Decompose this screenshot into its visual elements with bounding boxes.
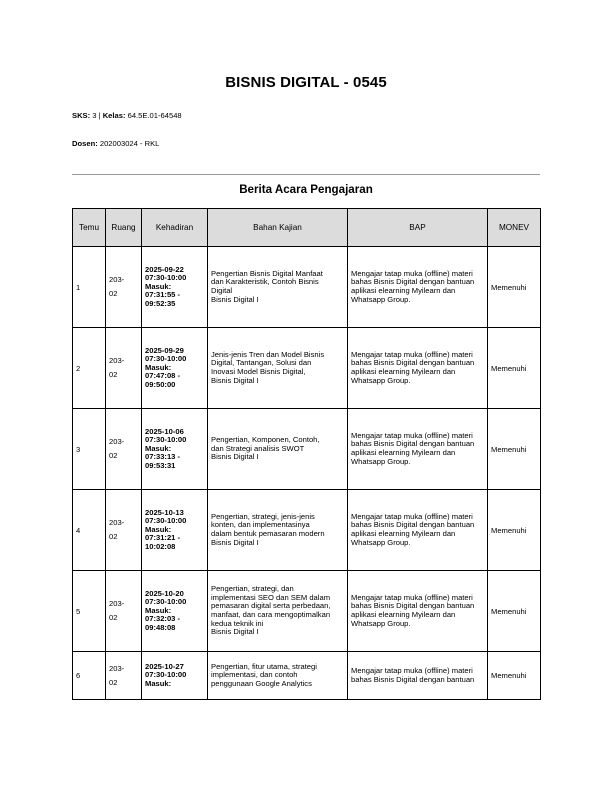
cell-monev: Memenuhi [488, 490, 541, 571]
cell-bahan-kajian: Pengertian, Komponen, Contoh, dan Strategi analisis SWOT Bisnis Digital I [208, 409, 348, 490]
cell-temu: 1 [73, 247, 106, 328]
cell-bahan-kajian: Pengertian, fitur utama, strategi implementasi, dan contoh penggunaan Google Analytics [208, 652, 348, 700]
cell-temu: 2 [73, 328, 106, 409]
cell-bahan-kajian: Pengertian, strategi, dan implementasi SEO dan SEM dalam pemasaran digital serta perbedaan, manfaat, dan cara mengoptimalkan kedua teknik ini Bisnis Digital I [208, 571, 348, 652]
dosen-label: Dosen: [72, 139, 98, 148]
cell-ruang: 203- 02 [106, 247, 142, 328]
sks-label: SKS: [72, 111, 91, 120]
cell-bap: Mengajar tatap muka (offline) materi bahas Bisnis Digital dengan bantuan aplikasi elearning Myilearn dan Whatsapp Group. [348, 490, 488, 571]
cell-temu: 4 [73, 490, 106, 571]
teaching-record-table [72, 208, 541, 700]
sks-value: 3 | [90, 111, 103, 120]
cell-kehadiran: 2025-10-06 07:30-10:00 Masuk: 07:33:13 - 09:53:31 [142, 409, 208, 490]
header-monev: MONEV [488, 209, 541, 247]
cell-kehadiran: 2025-10-27 07:30-10:00 Masuk: [142, 652, 208, 700]
header-ruang: Ruang [106, 209, 142, 247]
table-header-row [73, 209, 541, 247]
header-kehadiran: Kehadiran [142, 209, 208, 247]
kelas-label: Kelas: [102, 111, 126, 120]
course-info-line [72, 111, 182, 120]
table-row [73, 247, 541, 328]
table-row [73, 571, 541, 652]
dosen-value: 202003024 - RKL [97, 139, 160, 148]
document-title: BISNIS DIGITAL - 0545 [225, 74, 387, 91]
cell-ruang: 203- 02 [106, 571, 142, 652]
cell-kehadiran: 2025-09-29 07:30-10:00 Masuk: 07:47:08 - 09:50:00 [142, 328, 208, 409]
cell-ruang: 203- 02 [106, 328, 142, 409]
cell-kehadiran: 2025-10-20 07:30-10:00 Masuk: 07:32:03 - 09:48:08 [142, 571, 208, 652]
cell-temu: 6 [73, 652, 106, 700]
cell-bap: Mengajar tatap muka (offline) materi bahas Bisnis Digital dengan bantuan aplikasi elearning Myilearn dan Whatsapp Group. [348, 328, 488, 409]
cell-ruang: 203- 02 [106, 652, 142, 700]
cell-monev: Memenuhi [488, 652, 541, 700]
cell-bap: Mengajar tatap muka (offline) materi bahas Bisnis Digital dengan bantuan [348, 652, 488, 700]
cell-kehadiran: 2025-09-22 07:30-10:00 Masuk: 07:31:55 - 09:52:35 [142, 247, 208, 328]
header-temu: Temu [73, 209, 106, 247]
cell-monev: Memenuhi [488, 328, 541, 409]
cell-bap: Mengajar tatap muka (offline) materi bahas Bisnis Digital dengan bantuan aplikasi elearning Myilearn dan Whatsapp Group. [348, 409, 488, 490]
cell-monev: Memenuhi [488, 409, 541, 490]
cell-temu: 5 [73, 571, 106, 652]
kelas-value: 64.5E.01-64548 [125, 111, 182, 120]
cell-monev: Memenuhi [488, 571, 541, 652]
cell-monev: Memenuhi [488, 247, 541, 328]
header-bap: BAP [348, 209, 488, 247]
horizontal-divider [72, 174, 540, 175]
cell-ruang: 203- 02 [106, 409, 142, 490]
cell-ruang: 203- 02 [106, 490, 142, 571]
table-row [73, 490, 541, 571]
table-row [73, 409, 541, 490]
cell-kehadiran: 2025-10-13 07:30-10:00 Masuk: 07:31:21 - 10:02:08 [142, 490, 208, 571]
cell-bahan-kajian: Jenis-jenis Tren dan Model Bisnis Digital, Tantangan, Solusi dan Inovasi Model Bisnis Digital, Bisnis Digital I [208, 328, 348, 409]
cell-bahan-kajian: Pengertian, strategi, jenis-jenis konten, dan implementasinya dalam bentuk pemasaran modern Bisnis Digital I [208, 490, 348, 571]
lecturer-info-line [72, 139, 159, 148]
table-row [73, 652, 541, 700]
cell-bap: Mengajar tatap muka (offline) materi bahas Bisnis Digital dengan bantuan aplikasi elearning Myilearn dan Whatsapp Group. [348, 247, 488, 328]
table-row [73, 328, 541, 409]
cell-bahan-kajian: Pengertian Bisnis Digital Manfaat dan Karakteristik, Contoh Bisnis Digital Bisnis Digital I [208, 247, 348, 328]
header-bahan-kajian: Bahan Kajian [208, 209, 348, 247]
cell-temu: 3 [73, 409, 106, 490]
cell-bap: Mengajar tatap muka (offline) materi bahas Bisnis Digital dengan bantuan aplikasi elearning Myilearn dan Whatsapp Group. [348, 571, 488, 652]
section-title: Berita Acara Pengajaran [239, 183, 373, 196]
